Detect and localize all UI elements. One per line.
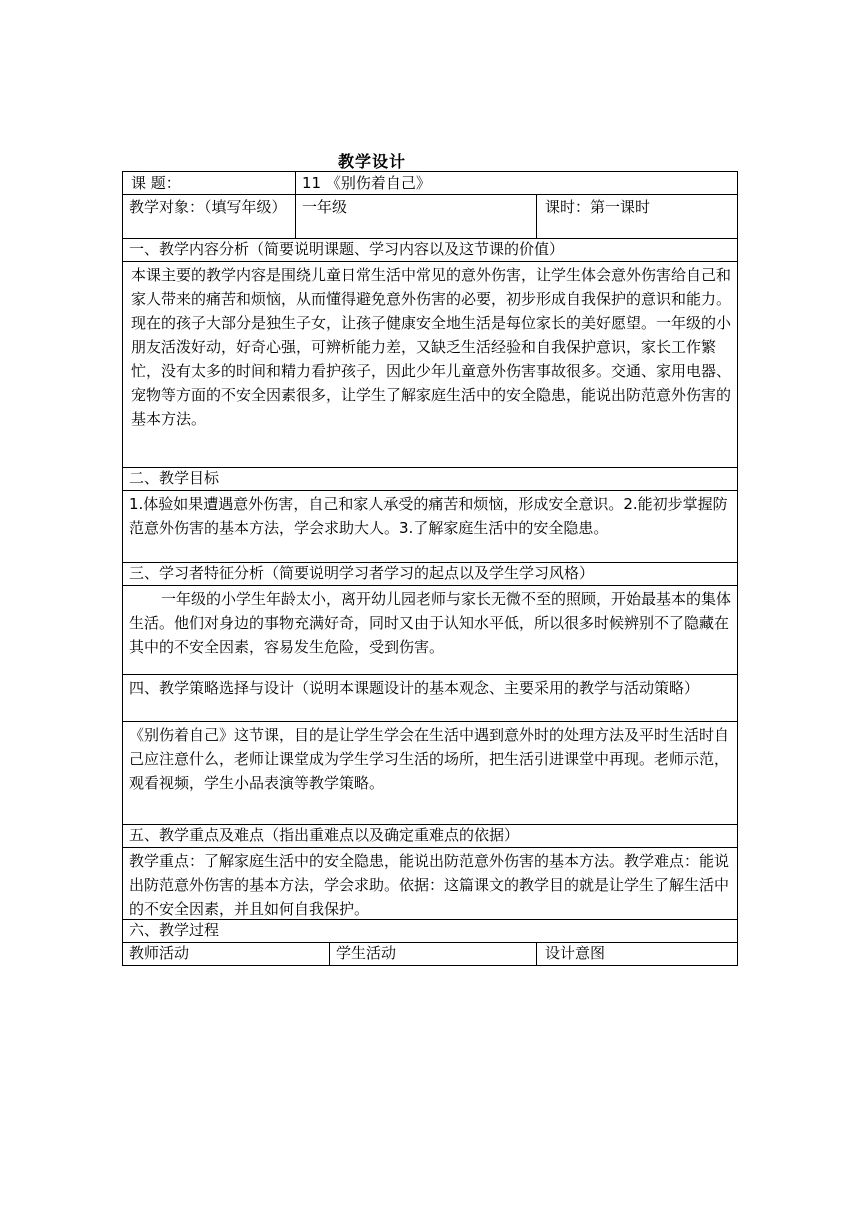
section-6-heading: 六、教学过程	[122, 920, 738, 943]
document-title: 教学设计	[338, 152, 407, 171]
section-5-heading: 五、教学重点及难点（指出重难点以及确定重难点的依据）	[122, 825, 738, 848]
topic-value: 11 《别伤着自己》	[302, 174, 431, 192]
column-teacher-activity: 教师活动	[129, 944, 190, 962]
column-student-activity: 学生活动	[336, 944, 397, 962]
period-value: 课时：第一课时	[545, 198, 651, 216]
process-header-row	[122, 943, 738, 966]
section-1-heading: 一、教学内容分析（简要说明课题、学习内容以及这节课的价值）	[122, 239, 738, 262]
audience-row	[122, 195, 738, 239]
section-4-heading: 四、教学策略选择与设计（说明本课题设计的基本观念、主要采用的教学与活动策略）	[122, 675, 738, 722]
column-design-intent: 设计意图	[545, 944, 606, 962]
topic-row	[122, 171, 738, 195]
section-3-body: 一年级的小学生年龄太小，离开幼儿园老师与家长无微不至的照顾，开始最基本的集体生活。他们对身边的事物充满好奇，同时又由于认知水平低，所以很多时候辨别不了隐藏在其中的不安全因素，容易发生危险，受到伤害。	[122, 586, 738, 675]
section-1-paragraph-1: 本课主要的教学内容是围绕儿童日常生活中常见的意外伤害，让学生体会意外伤害给自己和家人带来的痛苦和烦恼，从而懂得避免意外伤害的必要，初步形成自我保护的意识和能力。	[131, 266, 732, 308]
audience-value: 一年级	[302, 198, 348, 216]
section-4-body: 《别伤着自己》这节课，目的是让学生学会在生活中遇到意外时的处理方法及平时生活时自己应注意什么，老师让课堂成为学生学习生活的场所，把生活引进课堂中再现。老师示范，观看视频，学生小品表演等教学策略。	[122, 722, 738, 825]
section-5-body: 教学重点：了解家庭生活中的安全隐患，能说出防范意外伤害的基本方法。教学难点：能说出防范意外伤害的基本方法，学会求助。依据：这篇课文的教学目的就是让学生了解生活中的不安全因素，并且如何自我保护。	[122, 848, 738, 920]
section-1-body	[122, 262, 738, 468]
lesson-plan-table	[122, 171, 738, 966]
audience-label: 教学对象：（填写年级）	[129, 198, 287, 216]
section-2-body: 1.体验如果遭遇意外伤害，自己和家人承受的痛苦和烦恼，形成安全意识。2.能初步掌握防范意外伤害的基本方法，学会求助大人。3.了解家庭生活中的安全隐患。	[122, 491, 738, 563]
section-1-paragraph-2: 现在的孩子大部分是独生子女，让孩子健康安全地生活是每位家长的美好愿望。一年级的小朋友活泼好动，好奇心强，可辨析能力差，又缺乏生活经验和自我保护意识，家长工作繁忙，没有太多的时间和精力看护孩子，因此少年儿童意外伤害事故很多。交通、家用电器、宠物等方面的不安全因素很多，让学生了解家庭生活中的安全隐患，能说出防范意外伤害的基本方法。	[131, 314, 732, 428]
section-2-heading: 二、教学目标	[122, 468, 738, 491]
topic-label: 课 题：	[131, 174, 181, 192]
section-3-heading: 三、学习者特征分析（简要说明学习者学习的起点以及学生学习风格）	[122, 563, 738, 586]
